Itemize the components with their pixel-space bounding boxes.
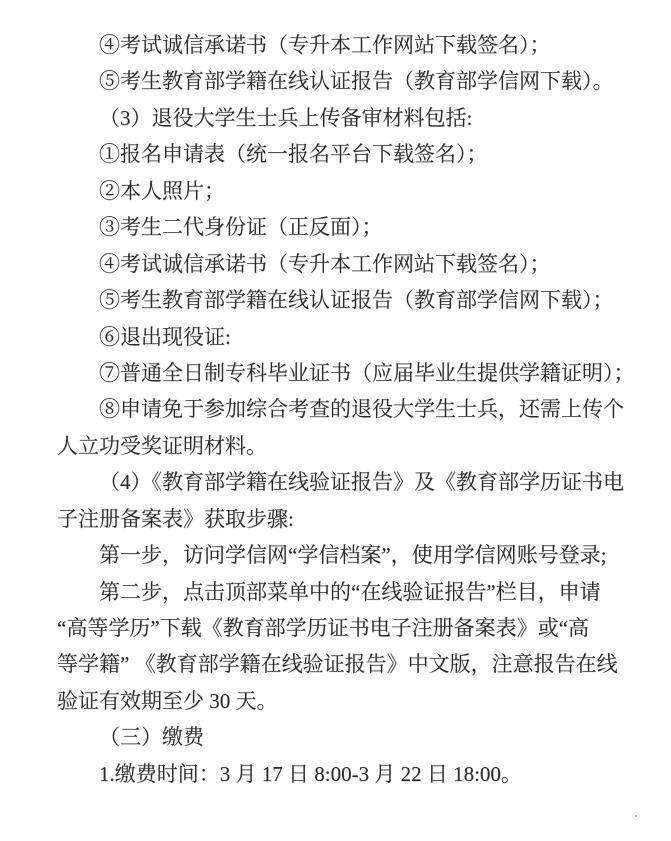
scan-speck xyxy=(635,815,637,817)
text-line: 第一步，访问学信网“学信档案”，使用学信网账号登录; xyxy=(99,543,607,568)
text-line: 1.缴费时间：3 月 17 日 8:00-3 月 22 日 18:00。 xyxy=(99,761,522,786)
text-line: “高等学历”下载《教育部学历证书电子注册备案表》或“高 xyxy=(57,616,589,640)
text-line: （4）《教育部学籍在线验证报告》及《教育部学历证书电 xyxy=(99,470,624,495)
text-line: ⑥退出现役证: xyxy=(99,324,231,349)
text-line: （三）缴费 xyxy=(99,725,204,750)
text-line: ③考生二代身份证（正反面）； xyxy=(99,215,383,240)
text-line: ①报名申请表（统一报名平台下载签名）； xyxy=(99,142,488,167)
text-line: ⑦普通全日制专科毕业证书（应届毕业生提供学籍证明）； xyxy=(99,360,635,385)
text-line: ④考试诚信承诺书（专升本工作网站下载签名）； xyxy=(99,251,551,276)
text-block xyxy=(57,27,637,792)
text-line: ⑤考生教育部学籍在线认证报告（教育部学信网下载）。 xyxy=(99,69,614,94)
text-line: 验证有效期至少 30 天。 xyxy=(57,688,278,713)
text-line: 第二步，点击顶部菜单中的“在线验证报告”栏目，申请 xyxy=(99,579,601,604)
text-line: ⑤考生教育部学籍在线认证报告（教育部学信网下载）； xyxy=(99,288,614,313)
text-line: （3）退役大学生士兵上传备审材料包括: xyxy=(99,105,473,130)
text-line: ②本人照片； xyxy=(99,178,225,203)
text-line: ④考试诚信承诺书（专升本工作网站下载签名）； xyxy=(99,33,551,57)
text-line: 人立功受奖证明材料。 xyxy=(57,433,267,458)
text-line: 子注册备案表》获取步骤: xyxy=(57,506,294,531)
text-line: 等学籍” 《教育部学籍在线验证报告》中文版，注意报告在线 xyxy=(57,652,618,677)
text-line: ⑧申请免于参加综合考查的退役大学生士兵，还需上传个 xyxy=(99,397,624,422)
